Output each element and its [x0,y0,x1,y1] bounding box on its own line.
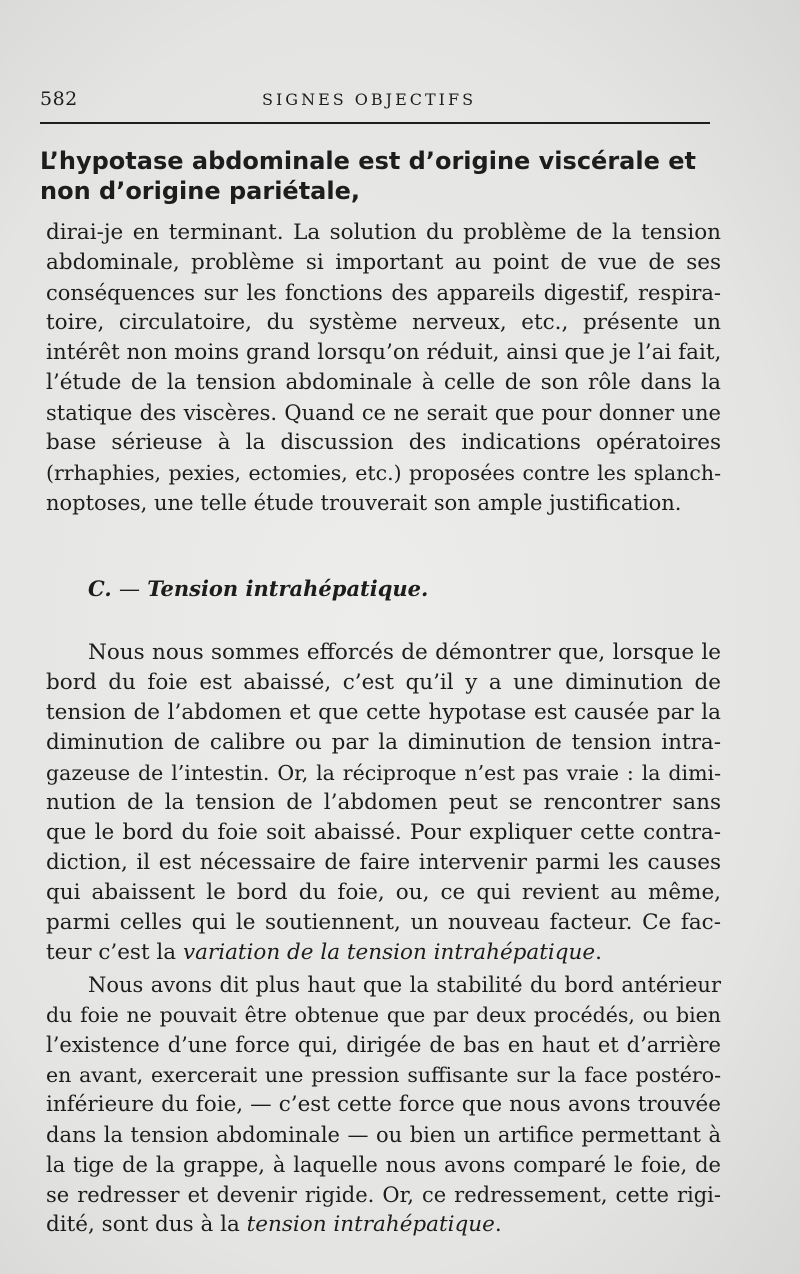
text-line: que le bord du foie soit abaissé. Pour expliquer cette contra- [46,820,721,845]
text-line: la tige de la grappe, à laquelle nous avons comparé le foie, de [46,1153,721,1177]
text-run: teur c’est la [46,940,183,965]
text-line: gazeuse de l’intestin. Or, la réciproque n’est pas vraie : la dimi- [46,761,721,785]
page-header [40,88,710,124]
text-line: diction, il est nécessaire de faire intervenir parmi les causes [46,850,721,875]
thesis-heading [40,146,720,206]
text-line: abdominale, problème si important au point de vue de ses [46,250,721,275]
text-run: dité, sont dus à la [46,1212,247,1237]
text-line: dirai-je en terminant. La solution du problème de la tension [46,220,721,245]
section-title-text: Tension intrahépatique. [147,576,429,601]
text-line: en avant, exercerait une pression suffisante sur la face postéro- [46,1063,721,1087]
text-line: l’existence d’une force qui, dirigée de bas en haut et d’arrière [46,1033,721,1057]
text-line: Nous avons dit plus haut que la stabilité du bord antérieur [88,973,721,997]
text-line: base sérieuse à la discussion des indications opératoires [46,430,721,455]
text-line [46,938,721,968]
text-line: dans la tension abdominale — ou bien un artifice permettant à [46,1123,721,1147]
text-line: parmi celles qui le soutiennent, un nouveau facteur. Ce fac- [46,910,721,935]
page-number: 582 [40,88,78,110]
text-line: inférieure du foie, — c’est cette force que nous avons trouvée [46,1092,721,1117]
text-line: nution de la tension de l’abdomen peut se rencontrer sans [46,790,721,815]
text-line: bord du foie est abaissé, c’est qu’il y a une diminution de [46,670,721,695]
text-line: qui abaissent le bord du foie, ou, ce qui revient au même, [46,880,721,905]
text-line: toire, circulatoire, du système nerveux, etc., présente un [46,310,721,335]
text-line: diminution de calibre ou par la diminution de tension intra- [46,730,721,755]
text-line: se redresser et devenir rigide. Or, ce redressement, cette rigi- [46,1183,721,1207]
running-head: SIGNES OBJECTIFS [262,90,477,109]
text-line [46,1210,721,1240]
text-line: Nous nous sommes efforcés de démontrer que, lorsque le [88,640,721,665]
thesis-line: non d’origine pariétale, [40,177,360,205]
section-letter: C. [88,576,112,601]
text-line: intérêt non moins grand lorsqu’on réduit, ainsi que je l’ai fait, [46,340,722,365]
text-line: noptoses, une telle étude trouverait son ample justification. [46,491,682,515]
text-line: statique des viscères. Quand ce ne serait que pour donner une [46,401,721,425]
thesis-line: L’hypotase abdominale est d’origine viscérale et [40,147,696,175]
italic-phrase: tension intrahépatique [246,1212,495,1237]
text-line: conséquences sur les fonctions des appareils digestif, respira- [46,281,721,305]
text-line: l’étude de la tension abdominale à celle de son rôle dans la [46,370,721,395]
italic-phrase: variation de la tension intrahépatique [182,940,596,965]
text-line: (rrhaphies, pexies, ectomies, etc.) proposées contre les splanch- [46,461,721,485]
text-line: du foie ne pouvait être obtenue que par deux procédés, ou bien [46,1003,721,1027]
section-dash: — [118,577,140,601]
section-heading [88,576,428,601]
text-line: tension de l’abdomen et que cette hypotase est causée par la [46,700,721,725]
text-run: . [595,940,602,965]
text-run: . [494,1212,502,1237]
